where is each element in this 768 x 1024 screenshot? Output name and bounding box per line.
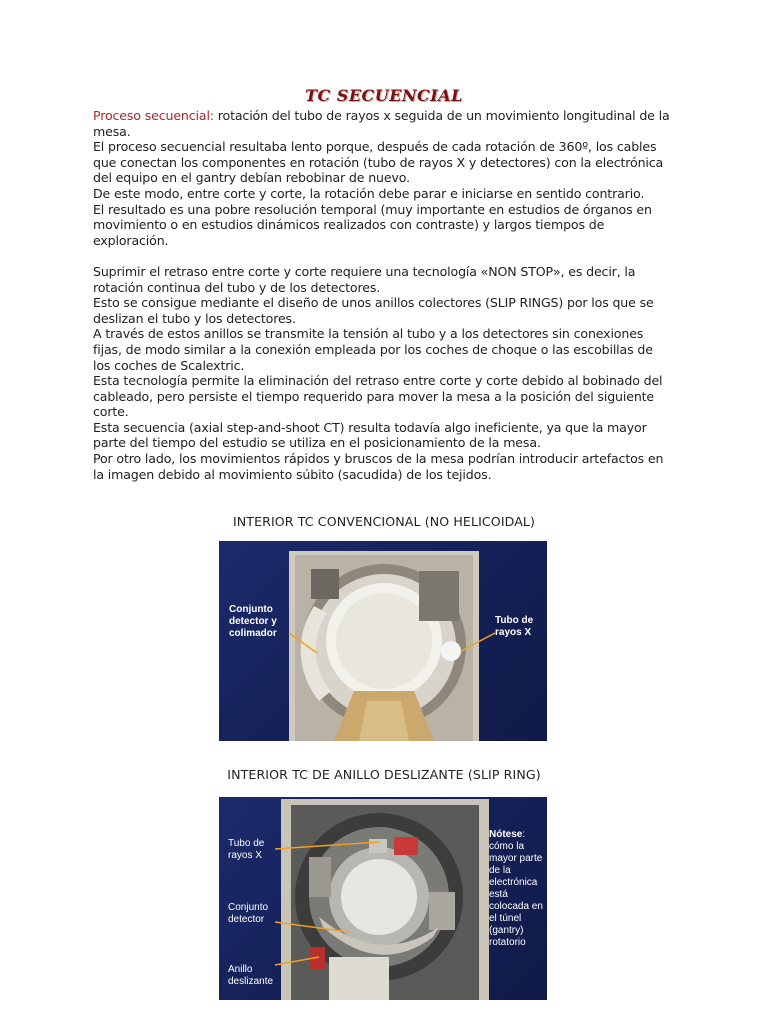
figure2-caption: INTERIOR TC DE ANILLO DESLIZANTE (SLIP RING) xyxy=(227,767,541,782)
paragraph: Esta tecnología permite la eliminación del retraso entre corte y corte debido al bobinado del cableado, pero persiste el tiempo requerido para mover la mesa a la posición del siguiente corte. xyxy=(93,373,663,420)
figure2-image xyxy=(219,797,547,1000)
paragraph: El proceso secuencial resultaba lento porque, después de cada rotación de 360º, los cables que conectan los componentes en rotación (tubo de rayos X y detectores) con la electrónica del equipo en el gantry debían rebobinar de nuevo. xyxy=(93,139,664,186)
label-tubo-rayos-x: Tubo de rayos X xyxy=(228,838,265,861)
paragraph: De este modo, entre corte y corte, la rotación debe parar e iniciarse en sentido contrario. xyxy=(93,185,645,201)
label-tubo-rayos-x: Tubo de rayos X xyxy=(495,615,534,638)
paragraph-gap xyxy=(93,248,673,264)
paragraph: El resultado es una pobre resolución temporal (muy importante en estudios de órganos en movimiento o en estudios dinámicos realizados con contraste) y largos tiempos de exploración. xyxy=(93,201,652,248)
intro-paragraph xyxy=(93,108,673,139)
paragraph: A través de estos anillos se transmite la tensión al tubo y a los detectores sin conexiones fijas, de modo similar a la conexión empleada por los coches de choque o las escobillas de los coches de Scalextric. xyxy=(93,326,653,373)
paragraph: Por otro lado, los movimientos rápidos y bruscos de la mesa podrían introducir artefactos en la imagen debido al movimiento súbito (sacudida) de los tejidos. xyxy=(93,451,664,482)
page-title: TC SECUENCIAL xyxy=(305,86,463,105)
note-colon: : xyxy=(522,829,526,840)
paragraph: Esto se consigue mediante el diseño de unos anillos colectores (SLIP RINGS) por los que se deslizan el tubo y los detectores. xyxy=(93,295,654,326)
intro-label: Proceso secuencial: xyxy=(93,108,214,123)
figure1-image xyxy=(219,541,547,741)
paragraph: Suprimir el retraso entre corte y corte requiere una tecnología «NON STOP», es decir, la rotación continua del tubo y de los detectores. xyxy=(93,263,636,295)
intro-text: rotación del tubo de rayos x seguida de un movimiento longitudinal de la mesa. xyxy=(93,108,670,139)
note-text: cómo la mayor parte de la electrónica está colocada en el túnel (gantry) rotatorio xyxy=(489,841,543,948)
body-text xyxy=(93,108,673,482)
gantry-conventional-illustration xyxy=(219,541,547,741)
label-detector-colimador: Conjunto detector y colimador xyxy=(229,604,277,639)
label-conjunto-detector: Conjunto detector xyxy=(228,902,269,925)
note-title: Nótese xyxy=(489,829,523,840)
paragraph: Esta secuencia (axial step-and-shoot CT) resulta todavía algo ineficiente, ya que la mayor parte del tiempo del estudio se utiliza en el posicionamiento de la mesa. xyxy=(93,419,647,451)
label-anillo-deslizante: Anillo deslizante xyxy=(228,964,274,987)
figure1-caption: INTERIOR TC CONVENCIONAL (NO HELICOIDAL) xyxy=(232,514,536,529)
note-block xyxy=(489,829,545,949)
